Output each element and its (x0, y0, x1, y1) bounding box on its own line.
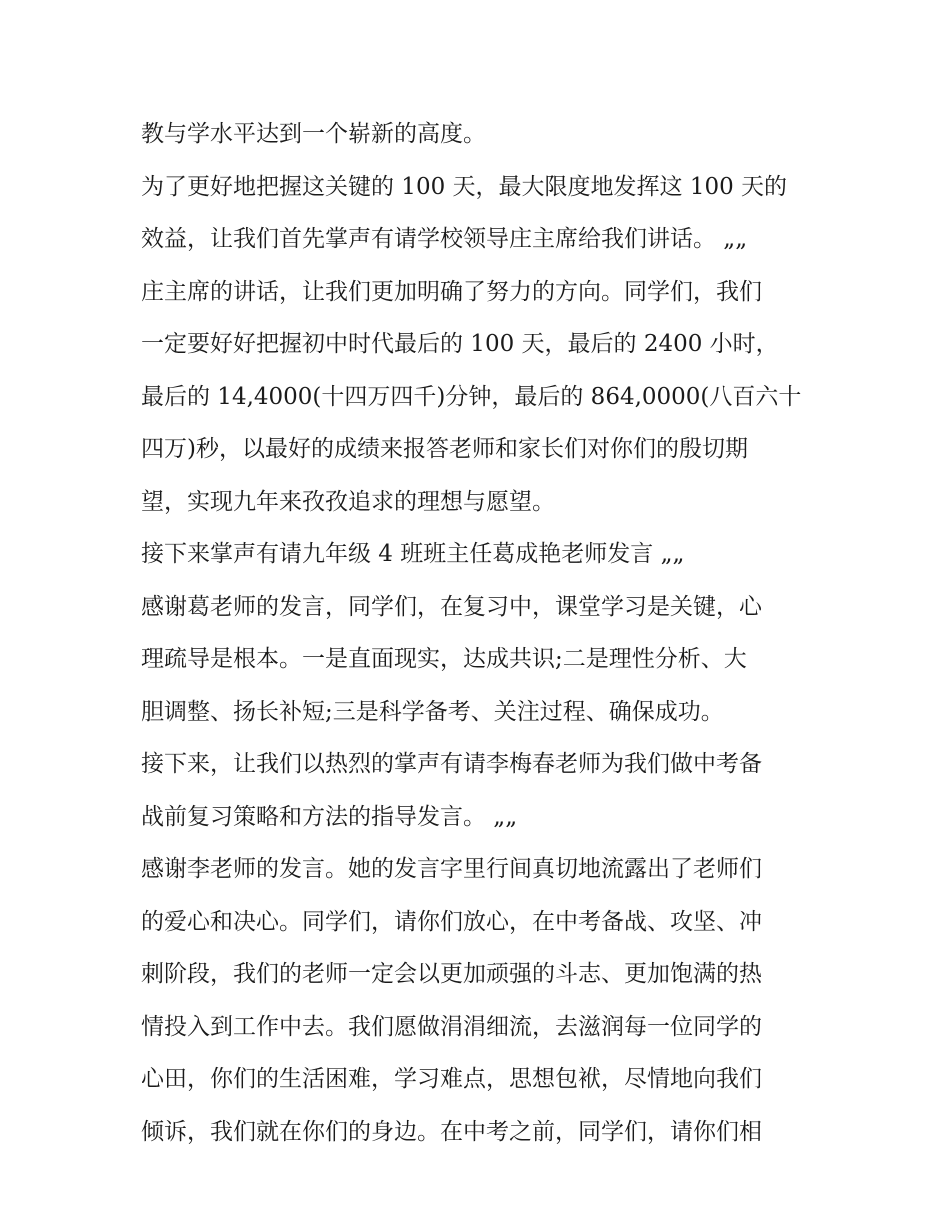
text-line: 接下来掌声有请九年级 4 班班主任葛成艳老师发言 „„ (141, 541, 685, 567)
text-line: 情投入到工作中去。我们愿做涓涓细流，去滋润每一位同学的 (141, 1013, 762, 1040)
text-line: 为了更好地把握这关键的 100 天，最大限度地发挥这 100 天的 (141, 173, 788, 200)
text-line: 胆调整、扬长补短;三是科学备考、关注过程、确保成功。 (141, 698, 724, 725)
text-line: 望，实现九年来孜孜追求的理想与愿望。 (141, 488, 555, 515)
text-line: 感谢李老师的发言。她的发言字里行间真切地流露出了老师们 (141, 856, 762, 882)
text-line: 的爱心和决心。同学们，请你们放心，在中考备战、攻坚、冲 (141, 908, 762, 935)
text-line: 倾诉，我们就在你们的身边。在中考之前，同学们，请你们相 (141, 1118, 762, 1145)
text-line: 感谢葛老师的发言，同学们，在复习中，课堂学习是关键，心 (141, 593, 762, 620)
text-line: 理疏导是根本。一是直面现实，达成共识;二是理性分析、大 (141, 646, 747, 672)
text-line: 战前复习策略和方法的指导发言。 „„ (141, 803, 518, 830)
text-line: 一定要好好把握初中时代最后的 100 天，最后的 2400 小时， (141, 331, 779, 357)
text-line: 最后的 14,4000(十四万四千)分钟，最后的 864,0000(八百六十 (141, 383, 802, 410)
text-line: 刺阶段，我们的老师一定会以更加顽强的斗志、更加饱满的热 (141, 961, 762, 987)
text-line: 接下来，让我们以热烈的掌声有请李梅春老师为我们做中考备 (141, 751, 762, 777)
body-text (141, 108, 831, 1158)
text-line: 四万)秒，以最好的成绩来报答老师和家长们对你们的殷切期 (141, 436, 748, 462)
text-line: 效益，让我们首先掌声有请学校领导庄主席给我们讲话。 „„ (141, 226, 748, 252)
text-line: 庄主席的讲话，让我们更加明确了努力的方向。同学们，我们 (141, 278, 762, 305)
text-line: 教与学水平达到一个崭新的高度。 (141, 121, 486, 147)
text-line: 心田，你们的生活困难，学习难点，思想包袱，尽情地向我们 (141, 1066, 762, 1092)
